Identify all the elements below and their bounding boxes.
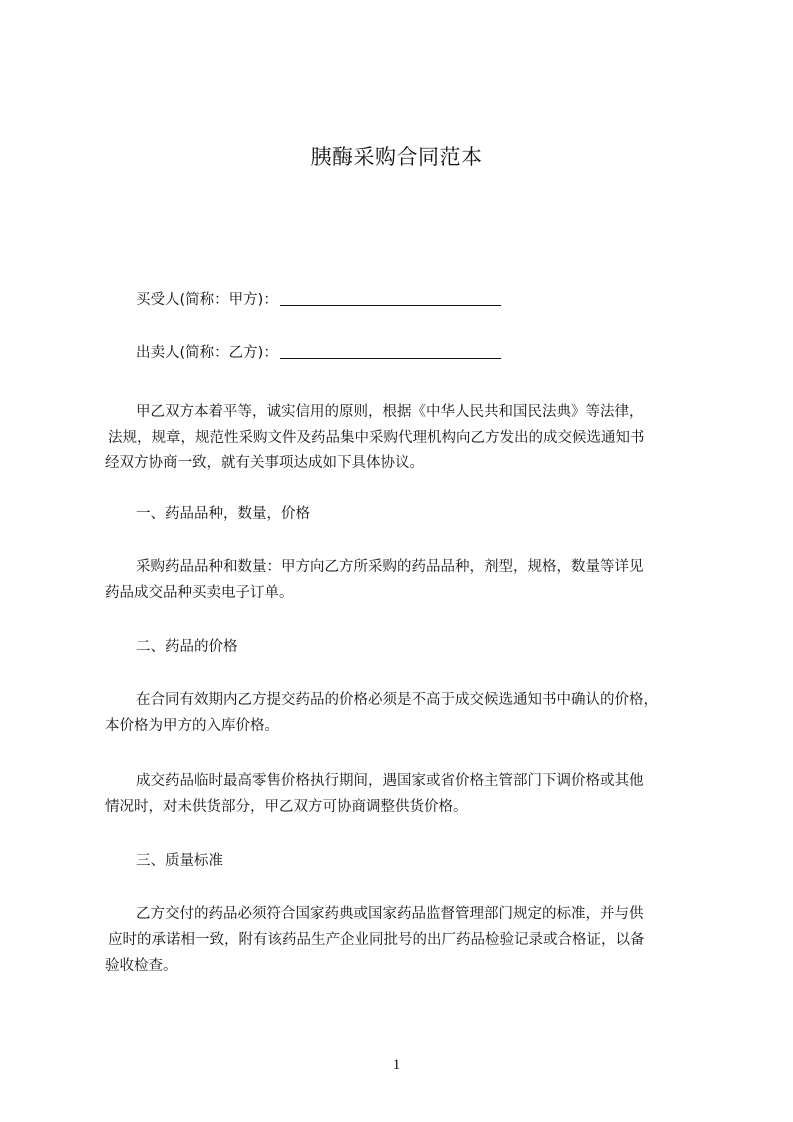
seller-line [136,343,556,363]
section-3-heading: 三、质量标准 [136,853,223,869]
seller-blank-underline [280,357,501,359]
intro-line-2: 法规，规章，规范性采购文件及药品集中采购代理机构向乙方发出的成交候选通知书 [108,430,645,446]
section-1-line-2: 药品成交品种买卖电子订单。 [105,585,294,601]
intro-line-1: 甲乙双方本着平等，诚实信用的原则，根据《中华人民共和国民法典》等法律， [136,404,644,420]
section-1-line-1: 采购药品品种和数量：甲方向乙方所采购的药品品种，剂型，规格，数量等详见 [136,559,644,575]
section-2-paragraph-2-line-1: 成交药品临时最高零售价格执行期间，遇国家或省价格主管部门下调价格或其他 [136,773,644,789]
intro-line-3: 经双方协商一致，就有关事项达成如下具体协议。 [105,455,424,471]
section-2-paragraph-2-line-2: 情况时，对未供货部分，甲乙双方可协商调整供货价格。 [105,799,468,815]
buyer-line [136,290,556,310]
seller-label: 出卖人(简称：乙方)： [136,345,278,361]
page-number: 1 [392,1057,401,1073]
section-2-paragraph-1-line-1: 在合同有效期内乙方提交药品的价格必须是不高于成交候选通知书中确认的价格， [136,692,658,708]
buyer-blank-underline [280,304,501,306]
buyer-label: 买受人(简称：甲方)： [136,292,278,308]
section-3-line-2: 应时的承诺相一致，附有该药品生产企业同批号的出厂药品检验记录或合格证，以备 [108,932,645,948]
document-title: 胰酶采购合同范本 [310,145,483,169]
section-2-heading: 二、药品的价格 [136,639,238,655]
section-1-heading: 一、药品品种，数量，价格 [136,506,310,522]
section-2-paragraph-1-line-2: 本价格为甲方的入库价格。 [105,718,279,734]
section-3-line-1: 乙方交付的药品必须符合国家药典或国家药品监督管理部门规定的标准，并与供 [136,906,644,922]
section-3-line-3: 验收检查。 [105,958,178,974]
